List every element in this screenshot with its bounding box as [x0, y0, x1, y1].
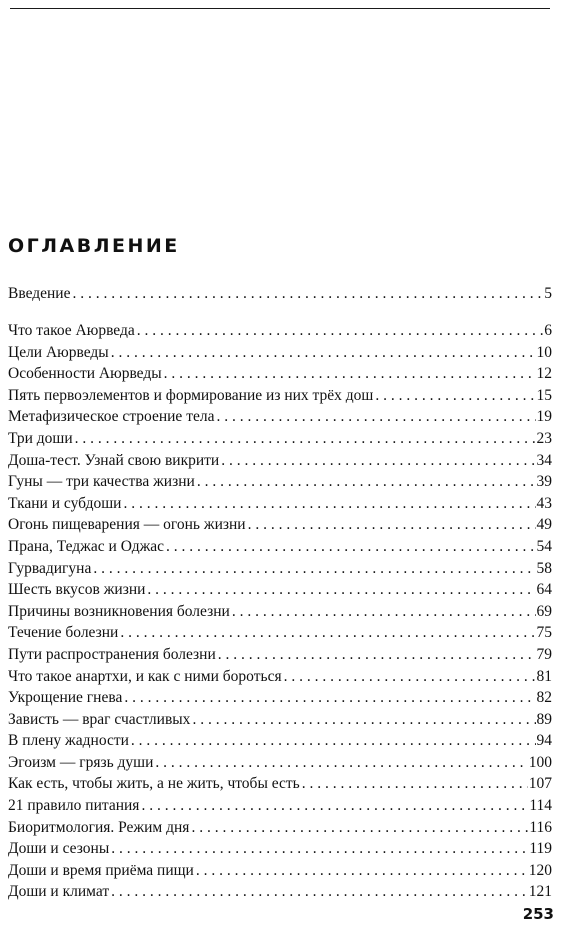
toc-dot-leader — [72, 283, 543, 305]
toc-dot-leader — [221, 450, 535, 472]
toc-entry-page: 58 — [536, 559, 552, 577]
toc-entry-page: 39 — [536, 473, 552, 491]
toc-entry — [8, 406, 552, 428]
toc-entry-title: Укрощение гнева — [8, 689, 123, 707]
toc-dot-leader — [147, 579, 535, 601]
toc-entry-page: 121 — [528, 883, 552, 901]
toc-dot-leader — [111, 342, 536, 364]
toc-dot-leader — [111, 838, 528, 860]
toc-entry-page: 34 — [536, 451, 552, 469]
toc-entry-title: Доши и время приёма пищи — [8, 861, 194, 879]
toc-dot-leader — [124, 687, 535, 709]
toc-entry-title: Метафизическое строение тела — [8, 408, 215, 426]
toc-entry-title: Что такое Аюрведа — [8, 322, 135, 339]
toc-dot-leader — [218, 644, 536, 666]
toc-entry-page: 12 — [536, 365, 552, 383]
toc-entry — [8, 536, 552, 558]
toc-entry-title: Что такое анартхи, и как с ними бороться — [8, 667, 282, 685]
toc-entry-page: 23 — [536, 429, 552, 447]
toc-entry-page: 64 — [536, 581, 552, 599]
toc-entry-title: Прана, Теджас и Оджас — [8, 537, 165, 555]
toc-entry — [8, 363, 552, 385]
toc-entry-title: Эгоизм — грязь души — [8, 753, 154, 771]
toc-dot-leader — [141, 795, 528, 817]
toc-dot-leader — [93, 558, 535, 580]
toc-entry-title: Особенности Аюрведы — [8, 365, 162, 383]
toc-entry-title: Гуны — три качества жизни — [8, 473, 195, 491]
toc-entry-page: 49 — [536, 516, 552, 534]
toc-entry-page: 119 — [529, 840, 552, 858]
toc-entry-title: Течение болезни — [8, 624, 119, 642]
toc-entry-page: 79 — [536, 645, 552, 663]
toc-entry-page: 10 — [536, 343, 552, 361]
toc-dot-leader — [137, 320, 544, 342]
toc-entry-title: Ткани и субдоши — [8, 494, 122, 512]
toc-entry-page: 15 — [536, 386, 552, 404]
toc-entry — [8, 687, 552, 709]
toc-entry-title: Как есть, чтобы жить, а не жить, чтобы есть — [8, 775, 300, 793]
toc-entry — [8, 838, 552, 860]
toc-entry-title: 21 правило питания — [8, 797, 140, 815]
toc-dot-leader — [196, 860, 528, 882]
toc-entry-title: Шесть вкусов жизни — [8, 581, 146, 599]
toc-list — [8, 320, 552, 903]
toc-dot-leader — [232, 601, 536, 623]
toc-entry — [8, 644, 552, 666]
toc-entry — [8, 428, 552, 450]
toc-entry-page: 54 — [536, 537, 552, 555]
toc-dot-leader — [164, 363, 536, 385]
toc-dot-leader — [120, 622, 535, 644]
toc-entry-page: 116 — [529, 818, 552, 836]
toc-entry — [8, 622, 552, 644]
toc-entry — [8, 558, 552, 580]
toc-entry-page: 107 — [528, 775, 552, 793]
toc-entry-page: 94 — [536, 732, 552, 750]
toc-entry — [8, 666, 552, 688]
toc-entry — [8, 579, 552, 601]
toc-entry-page: 6 — [544, 322, 552, 339]
toc-dot-leader — [123, 493, 535, 515]
toc-entry-page: 89 — [536, 710, 552, 728]
toc-entry-title: Гурвадигуна — [8, 559, 92, 577]
toc-entry-page: 114 — [529, 797, 552, 815]
toc-entry — [8, 730, 552, 752]
toc-dot-leader — [166, 536, 535, 558]
toc-entry-page: 69 — [536, 602, 552, 620]
toc-entry-page: 19 — [536, 408, 552, 426]
toc-dot-leader — [197, 471, 536, 493]
toc-entry-page: 75 — [536, 624, 552, 642]
page-number: 253 — [522, 905, 554, 923]
toc-entry — [8, 342, 552, 364]
toc-entry-page: 81 — [536, 667, 552, 685]
toc-intro-list — [8, 283, 552, 305]
toc-entry-title: Зависть — враг счастливых — [8, 710, 191, 728]
toc-entry — [8, 320, 552, 342]
toc-dot-leader — [191, 817, 528, 839]
toc-dot-leader — [131, 730, 536, 752]
toc-dot-leader — [155, 752, 527, 774]
toc-dot-leader — [284, 666, 536, 688]
toc-entry — [8, 795, 552, 817]
toc-entry — [8, 709, 552, 731]
toc-dot-leader — [192, 709, 535, 731]
toc-entry — [8, 450, 552, 472]
toc-entry — [8, 283, 552, 305]
toc-entry — [8, 817, 552, 839]
toc-dot-leader — [216, 406, 535, 428]
toc-entry-title: Три доши — [8, 429, 73, 447]
toc-entry-page: 120 — [528, 861, 552, 879]
toc-entry-title: Причины возникновения болезни — [8, 602, 230, 620]
toc-entry-page: 82 — [536, 689, 552, 707]
toc-entry — [8, 493, 552, 515]
toc-entry — [8, 773, 552, 795]
toc-entry-title: Цели Аюрведы — [8, 343, 109, 361]
toc-entry-title: В плену жадности — [8, 732, 129, 750]
toc-heading: ОГЛАВЛЕНИЕ — [8, 235, 180, 257]
toc-entry-title: Введение — [8, 285, 71, 302]
toc-dot-leader — [375, 385, 535, 407]
toc-entry-title: Доши и сезоны — [8, 840, 110, 858]
toc-entry — [8, 752, 552, 774]
toc-entry — [8, 860, 552, 882]
toc-entry — [8, 601, 552, 623]
top-rule — [10, 8, 550, 9]
toc-entry-title: Доши и климат — [8, 883, 110, 901]
toc-entry — [8, 881, 552, 903]
toc-dot-leader — [75, 428, 536, 450]
toc-entry-title: Пути распространения болезни — [8, 645, 216, 663]
toc-entry — [8, 514, 552, 536]
toc-dot-leader — [111, 881, 528, 903]
toc-entry-page: 100 — [528, 753, 552, 771]
toc-dot-leader — [248, 514, 536, 536]
toc-dot-leader — [302, 773, 528, 795]
toc-entry-page: 5 — [544, 285, 552, 302]
toc-entry-title: Огонь пищеварения — огонь жизни — [8, 516, 246, 534]
toc-entry-title: Пять первоэлементов и формирование из них трёх дош — [8, 386, 374, 404]
toc-entry — [8, 385, 552, 407]
toc-entry — [8, 471, 552, 493]
toc-entry-page: 43 — [536, 494, 552, 512]
toc-entry-title: Биоритмология. Режим дня — [8, 818, 190, 836]
toc-entry-title: Доша-тест. Узнай свою викрити — [8, 451, 220, 469]
